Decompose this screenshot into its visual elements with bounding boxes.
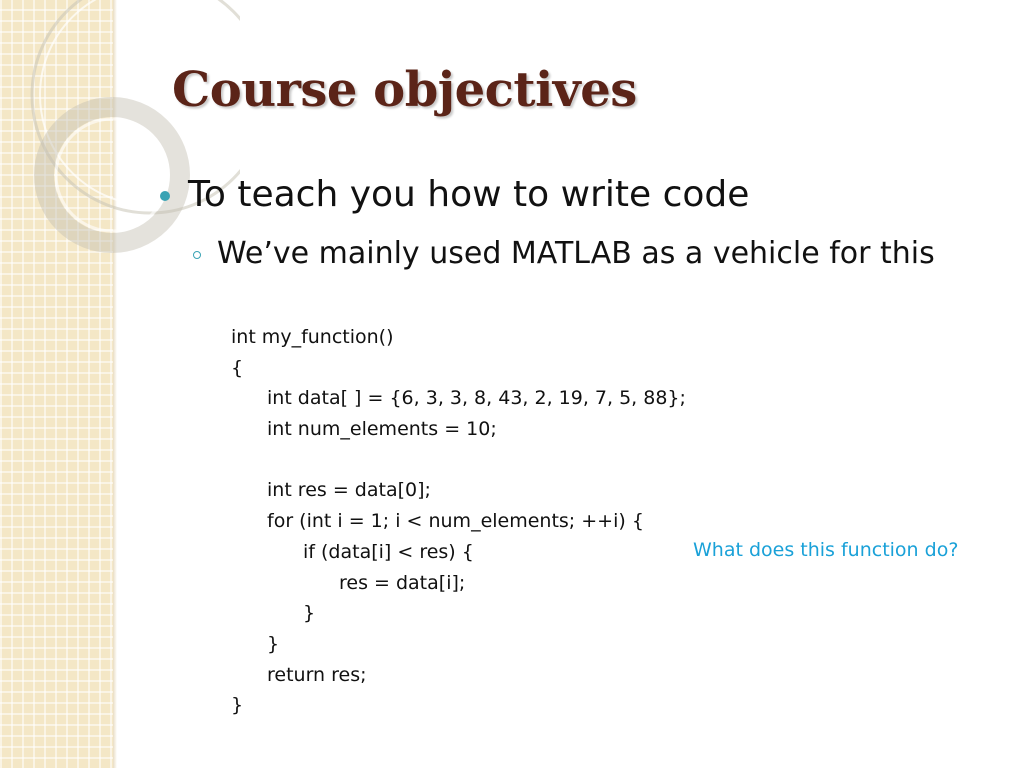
- code-line: res = data[i];: [339, 571, 466, 594]
- code-line: [231, 445, 686, 476]
- bullet-text: To teach you how to write code: [188, 174, 750, 215]
- code-line: }: [267, 632, 280, 655]
- code-line: }: [303, 602, 316, 625]
- code-line: }: [231, 694, 244, 717]
- bullet-dot-icon: [160, 191, 170, 201]
- code-line: return res;: [267, 663, 367, 686]
- code-line: if (data[i] < res) {: [303, 540, 474, 563]
- sub-bullet-text: We’ve mainly used MATLAB as a vehicle for this: [217, 236, 935, 271]
- code-line: {: [231, 356, 244, 379]
- bullet-ring-icon: [193, 251, 201, 259]
- slide-title: Course objectives: [172, 62, 637, 118]
- code-line: int data[ ] = {6, 3, 3, 8, 43, 2, 19, 7, 5, 88};: [267, 387, 686, 410]
- decorative-swirl: [0, 0, 240, 260]
- code-line: int num_elements = 10;: [267, 418, 497, 441]
- code-line: int my_function(): [231, 326, 394, 348]
- code-line: for (int i = 1; i < num_elements; ++i) {: [267, 510, 644, 533]
- code-block: [231, 322, 686, 721]
- code-line: int res = data[0];: [267, 479, 431, 502]
- bullet-item: [160, 174, 749, 215]
- annotation-question: What does this function do?: [693, 539, 959, 561]
- sub-bullet-item: [193, 236, 935, 271]
